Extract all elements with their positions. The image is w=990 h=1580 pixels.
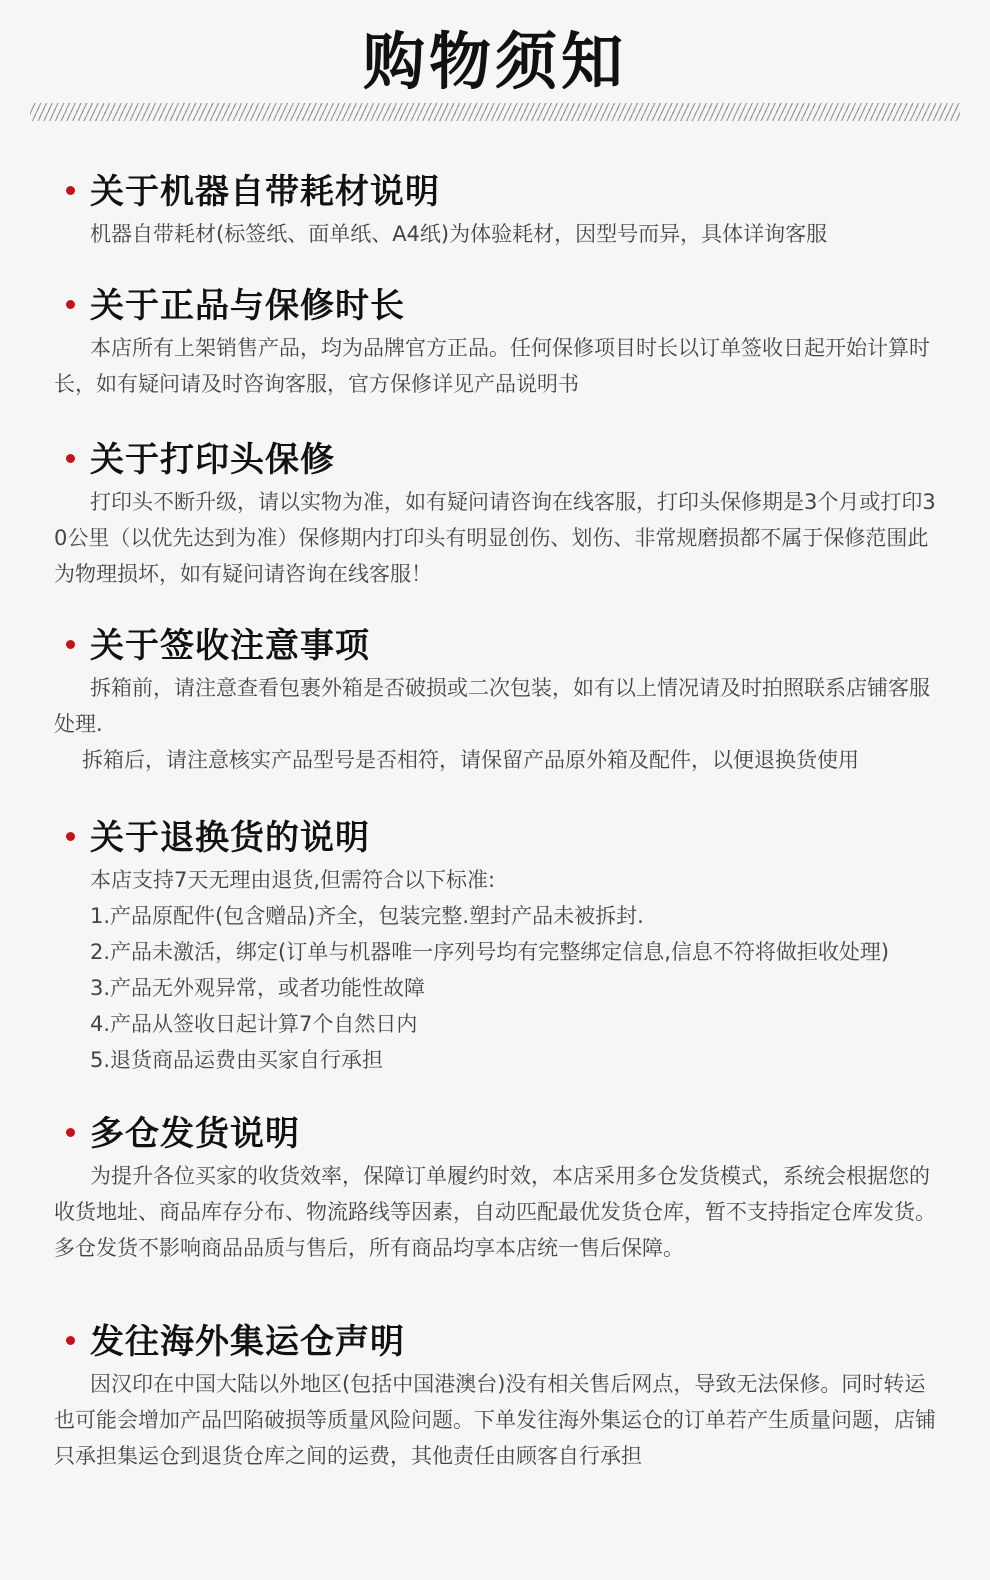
section-heading-row xyxy=(54,814,944,862)
return-condition-item: 3.产品无外观异常，或者功能性故障 xyxy=(90,976,426,1000)
page-title: 购物须知 xyxy=(362,25,627,98)
section-heading-row xyxy=(54,168,944,216)
bullet-dot-icon xyxy=(66,300,75,309)
section-heading: 关于签收注意事项 xyxy=(90,626,370,666)
section-heading: 关于打印头保修 xyxy=(90,440,335,480)
section-returns xyxy=(54,814,944,1078)
bullet-dot-icon xyxy=(66,1128,75,1137)
section-receipt xyxy=(54,622,944,778)
section-paragraph: 本店支持7天无理由退货,但需符合以下标准: xyxy=(90,868,496,892)
return-condition-item: 4.产品从签收日起计算7个自然日内 xyxy=(90,1012,418,1036)
section-heading-row xyxy=(54,282,944,330)
section-paragraph: 拆箱前，请注意查看包裹外箱是否破损或二次包装，如有以上情况请及时拍照联系店铺客服处理. xyxy=(54,676,930,736)
notice-sections xyxy=(54,168,944,1494)
section-consumables xyxy=(54,168,944,252)
section-paragraph: 拆箱后，请注意核实产品型号是否相符，请保留产品原外箱及配件，以便退换货使用 xyxy=(82,748,859,772)
section-heading: 关于机器自带耗材说明 xyxy=(90,172,440,212)
section-paragraph: 为提升各位买家的收货效率，保障订单履约时效，本店采用多仓发货模式，系统会根据您的收货地址、商品库存分布、物流路线等因素，自动匹配最优发货仓库，暂不支持指定仓库发货。多仓发货不影响商品品质与售后，所有商品均享本店统一售后保障。 xyxy=(54,1164,936,1260)
bullet-dot-icon xyxy=(66,832,75,841)
return-condition-item: 2.产品未激活，绑定(订单与机器唯一序列号均有完整绑定信息,信息不符将做拒收处理) xyxy=(90,940,890,964)
section-warranty xyxy=(54,282,944,402)
section-overseas xyxy=(54,1318,944,1474)
bullet-dot-icon xyxy=(66,1336,75,1345)
section-paragraph: 打印头不断升级，请以实物为准，如有疑问请咨询在线客服，打印头保修期是3个月或打印30公里（以优先达到为准）保修期内打印头有明显创伤、划伤、非常规磨损都不属于保修范围此为物理损坏，如有疑问请咨询在线客服！ xyxy=(54,490,936,586)
bullet-dot-icon xyxy=(66,186,75,195)
section-printhead xyxy=(54,436,944,592)
bullet-dot-icon xyxy=(66,454,75,463)
section-heading-row xyxy=(54,1110,944,1158)
section-paragraph: 因汉印在中国大陆以外地区(包括中国港澳台)没有相关售后网点，导致无法保修。同时转运也可能会增加产品凹陷破损等质量风险问题。下单发往海外集运仓的订单若产生质量问题，店铺只承担集运仓到退货仓库之间的运费，其他责任由顾客自行承担 xyxy=(54,1372,936,1468)
return-condition-item: 1.产品原配件(包含赠品)齐全，包装完整.塑封产品未被拆封. xyxy=(90,904,644,928)
section-heading-row xyxy=(54,436,944,484)
section-heading: 发往海外集运仓声明 xyxy=(90,1322,405,1362)
section-heading-row xyxy=(54,1318,944,1366)
section-heading: 多仓发货说明 xyxy=(90,1114,300,1154)
section-paragraph: 机器自带耗材(标签纸、面单纸、A4纸)为体验耗材，因型号而异，具体详询客服 xyxy=(90,222,828,246)
return-condition-item: 5.退货商品运费由买家自行承担 xyxy=(90,1048,384,1072)
section-paragraph: 本店所有上架销售产品，均为品牌官方正品。任何保修项目时长以订单签收日起开始计算时长，如有疑问请及时咨询客服，官方保修详见产品说明书 xyxy=(54,336,930,396)
section-heading: 关于正品与保修时长 xyxy=(90,286,405,326)
title-divider xyxy=(30,103,960,121)
section-multi-warehouse xyxy=(54,1110,944,1266)
section-heading-row xyxy=(54,622,944,670)
section-heading: 关于退换货的说明 xyxy=(90,818,370,858)
bullet-dot-icon xyxy=(66,640,75,649)
